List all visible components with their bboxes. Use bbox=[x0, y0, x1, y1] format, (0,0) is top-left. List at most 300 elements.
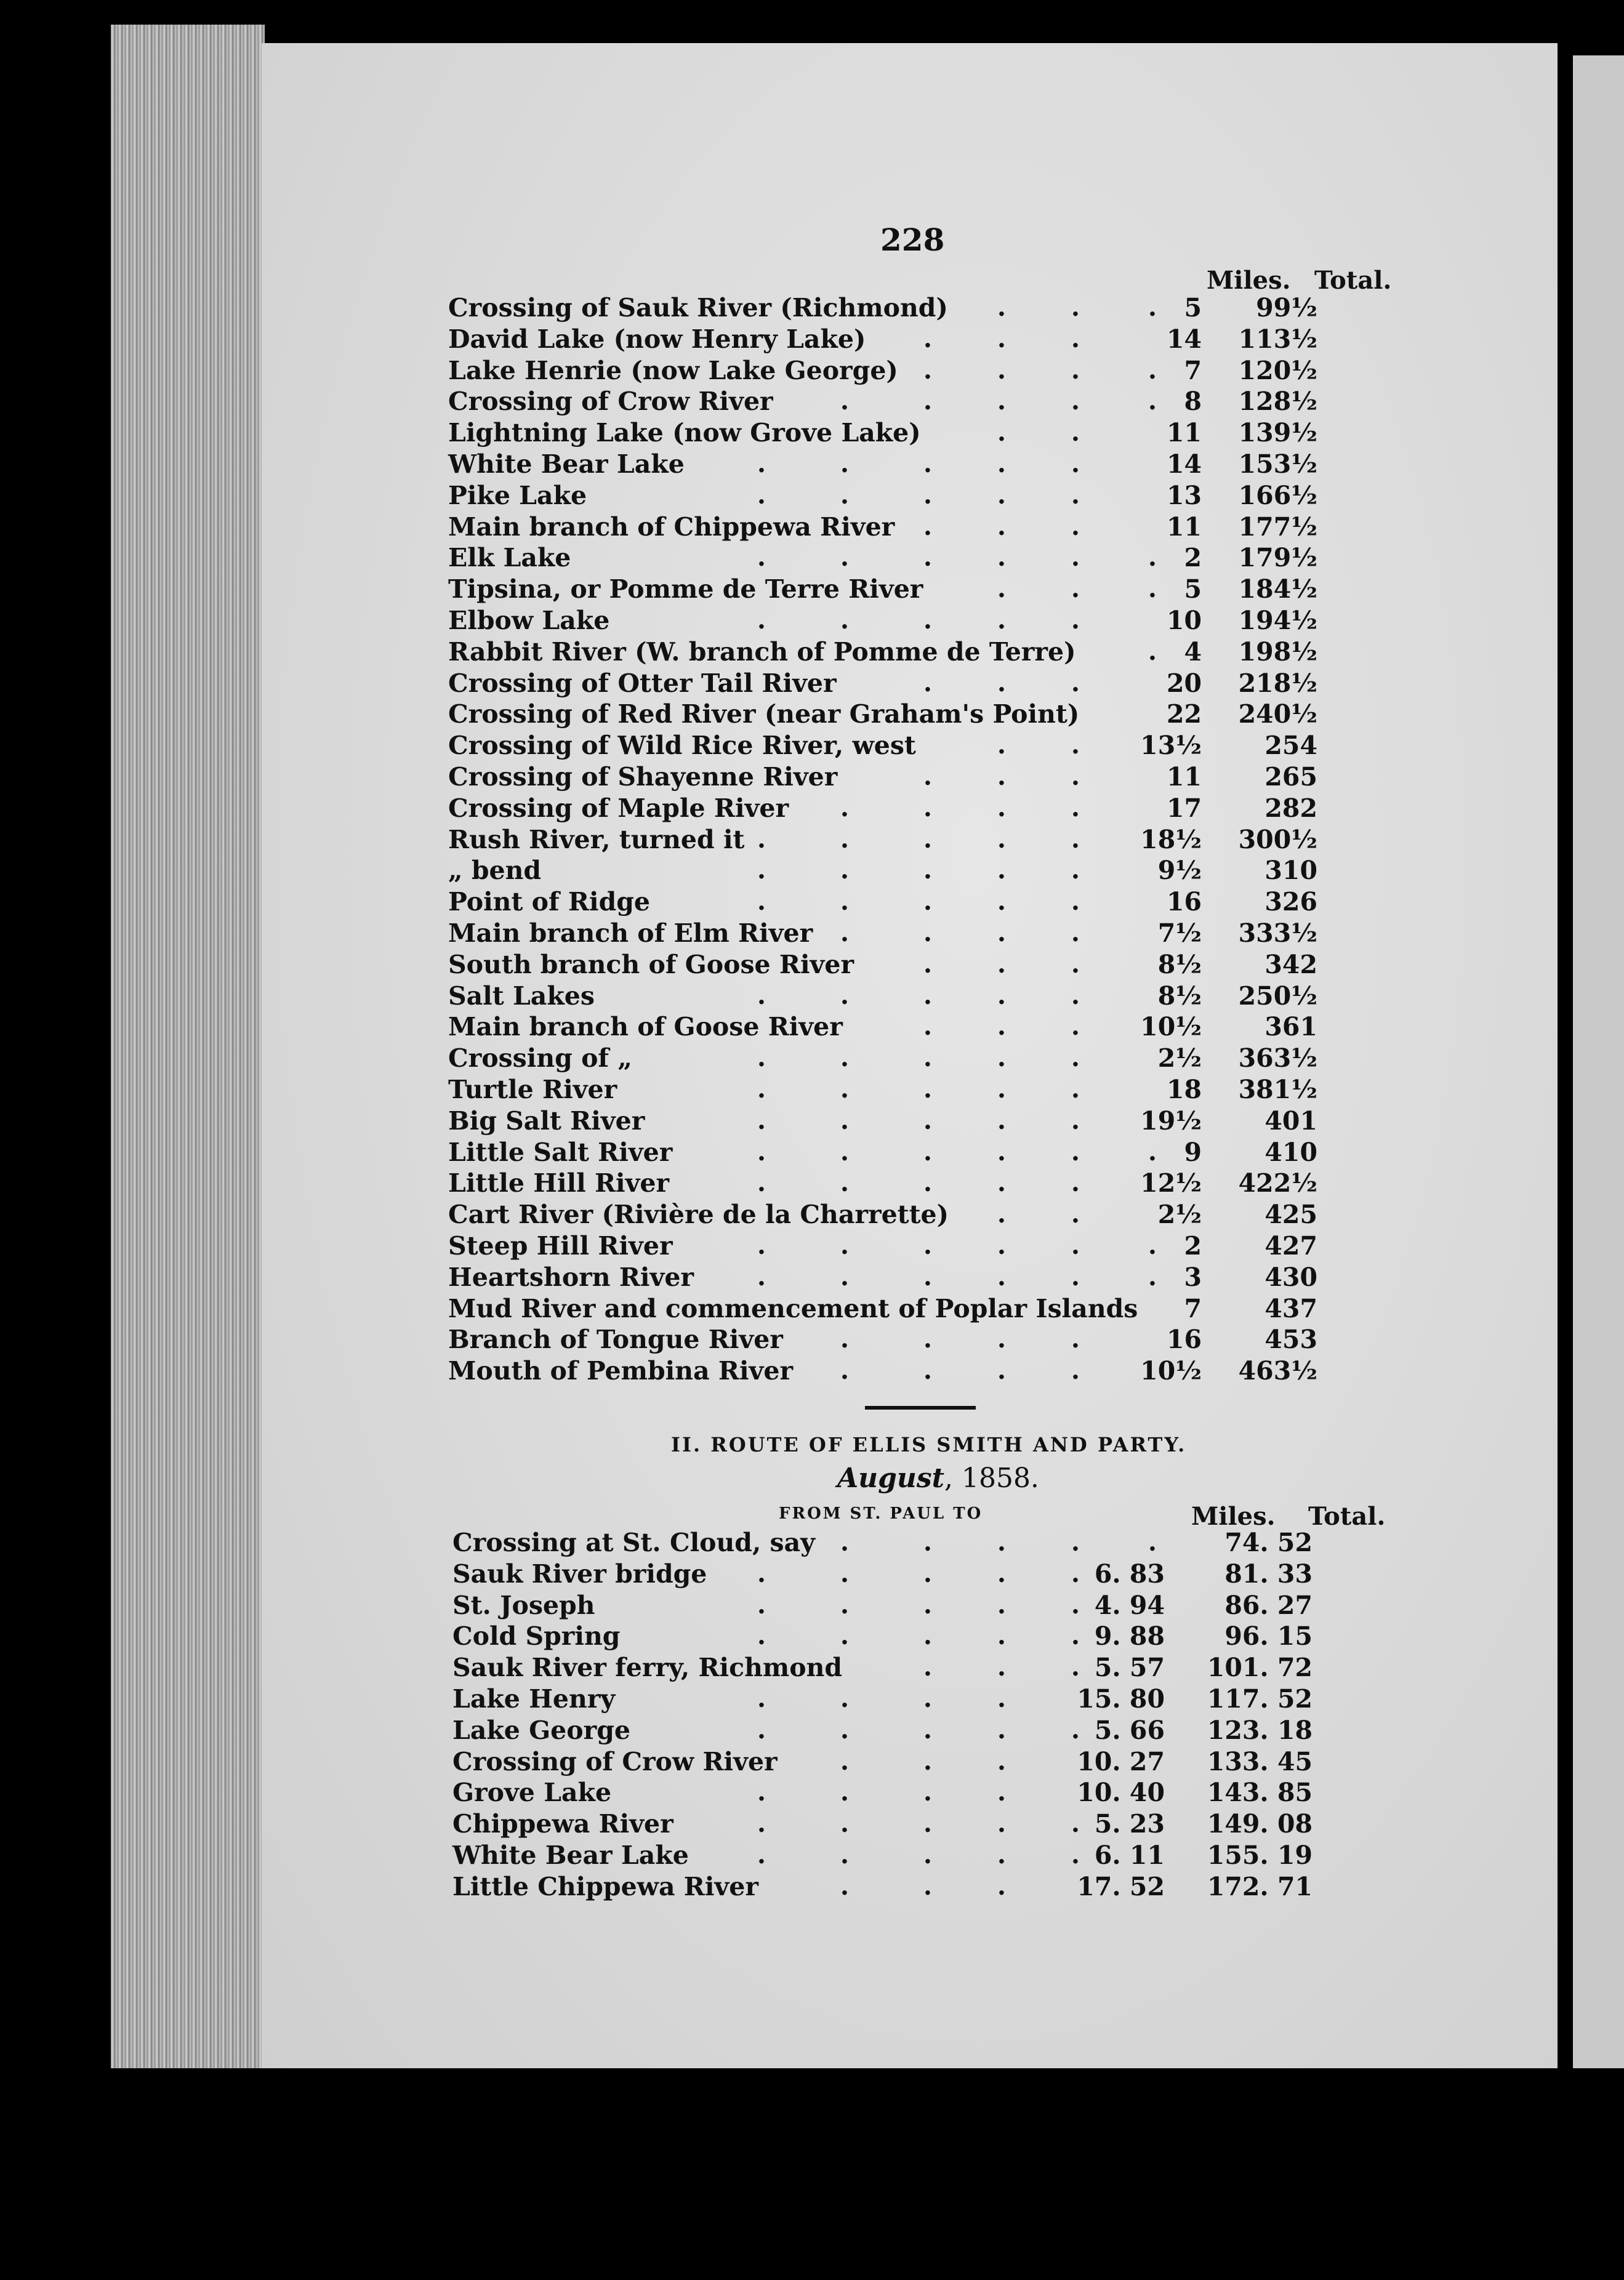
table1-row bbox=[0, 637, 1558, 669]
leader-dot: . bbox=[840, 1715, 849, 1744]
table1-place: Crossing of Red River (near Graham's Point) bbox=[448, 699, 1080, 729]
table1-miles: 4 bbox=[1184, 636, 1202, 667]
table2-place: Crossing of Crow River bbox=[452, 1746, 778, 1776]
table1-total: 463½ bbox=[1238, 1356, 1317, 1386]
table1-total: 254 bbox=[1264, 731, 1317, 761]
table1-miles: 11 bbox=[1166, 512, 1202, 542]
table1-miles: 11 bbox=[1166, 762, 1202, 792]
table1-total: 437 bbox=[1264, 1293, 1317, 1323]
table1-row bbox=[0, 825, 1558, 857]
leader-dot: . bbox=[1071, 1653, 1080, 1682]
leader-dot: . bbox=[923, 1043, 932, 1073]
leader-dot: . bbox=[997, 887, 1006, 917]
leader-dot: . bbox=[757, 1231, 766, 1260]
leader-dot: . bbox=[923, 543, 932, 572]
leader-dot: . bbox=[1071, 1231, 1080, 1260]
table2-total: 101. 72 bbox=[1207, 1653, 1312, 1683]
table1-place: Rabbit River (W. branch of Pomme de Terre) bbox=[448, 636, 1076, 667]
table1-place: Lake Henrie (now Lake George) bbox=[448, 355, 898, 385]
table1-total: 179½ bbox=[1238, 543, 1317, 573]
table1-miles: 5 bbox=[1184, 293, 1202, 323]
table2-row bbox=[0, 1591, 1558, 1623]
leader-dot: . bbox=[997, 1200, 1006, 1229]
leader-dot: . bbox=[757, 1778, 766, 1807]
leader-dot: . bbox=[923, 1778, 932, 1807]
leader-dot: . bbox=[997, 293, 1006, 322]
table1-miles: 22 bbox=[1166, 699, 1202, 729]
table1-total: 422½ bbox=[1238, 1168, 1317, 1198]
table2-miles: 5. 23 bbox=[1094, 1809, 1165, 1839]
table1-miles: 19½ bbox=[1140, 1106, 1202, 1136]
table1-place: Steep Hill River bbox=[448, 1231, 673, 1261]
table2-total-header: Total. bbox=[1308, 1502, 1386, 1531]
leader-dot: . bbox=[997, 543, 1006, 572]
table1-total: 120½ bbox=[1238, 355, 1317, 385]
leader-dot: . bbox=[1071, 1715, 1080, 1744]
leader-dot: . bbox=[923, 1106, 932, 1135]
leader-dot: . bbox=[840, 887, 849, 917]
table1-place: Elk Lake bbox=[448, 543, 571, 573]
leader-dot: . bbox=[923, 387, 932, 416]
table1-place: „ bend bbox=[448, 856, 542, 886]
table2-row bbox=[0, 1747, 1558, 1779]
table1-total: 282 bbox=[1264, 793, 1317, 823]
table2-row bbox=[0, 1528, 1558, 1560]
leader-dot: . bbox=[997, 1715, 1006, 1744]
table1-total: 427 bbox=[1264, 1231, 1317, 1261]
table1-row bbox=[0, 324, 1558, 356]
leader-dot: . bbox=[1071, 731, 1080, 760]
table1-row bbox=[0, 293, 1558, 325]
leader-dot: . bbox=[923, 1840, 932, 1869]
section2-year: , 1858. bbox=[944, 1463, 1039, 1494]
table1-miles: 16 bbox=[1166, 887, 1202, 917]
leader-dot: . bbox=[997, 981, 1006, 1010]
leader-dot: . bbox=[923, 606, 932, 635]
table1-miles: 10½ bbox=[1140, 1012, 1202, 1042]
leader-dot: . bbox=[840, 1075, 849, 1104]
table1-place: Crossing of Otter Tail River bbox=[448, 668, 837, 698]
table2-miles: 5. 66 bbox=[1094, 1715, 1165, 1745]
leader-dot: . bbox=[1071, 1012, 1080, 1042]
table2-total: 143. 85 bbox=[1207, 1778, 1312, 1808]
table2-place: Cold Spring bbox=[452, 1621, 621, 1652]
table1-row bbox=[0, 574, 1558, 606]
leader-dot: . bbox=[1148, 1137, 1157, 1166]
table2-row bbox=[0, 1809, 1558, 1841]
table1-row bbox=[0, 543, 1558, 575]
leader-dot: . bbox=[1148, 636, 1157, 666]
leader-dot: . bbox=[997, 1356, 1006, 1386]
table1-row bbox=[0, 887, 1558, 919]
table1-row bbox=[0, 418, 1558, 450]
leader-dot: . bbox=[840, 449, 849, 478]
table2-place: Lake Henry bbox=[452, 1684, 616, 1714]
leader-dot: . bbox=[997, 668, 1006, 697]
table2-miles-header: Miles. bbox=[1191, 1502, 1276, 1531]
table1-place: David Lake (now Henry Lake) bbox=[448, 324, 866, 354]
table1-row bbox=[0, 950, 1558, 982]
table1-place: Rush River, turned it bbox=[448, 824, 745, 854]
table1-total: 361 bbox=[1264, 1012, 1317, 1042]
table2-place: Little Chippewa River bbox=[452, 1871, 758, 1901]
leader-dot: . bbox=[1071, 480, 1080, 510]
table1-total: 153½ bbox=[1238, 449, 1317, 479]
section-divider bbox=[865, 1406, 976, 1410]
table2-place: Grove Lake bbox=[452, 1778, 612, 1808]
leader-dot: . bbox=[1071, 1559, 1080, 1588]
table2-total: 96. 15 bbox=[1224, 1621, 1312, 1652]
table1-place: Branch of Tongue River bbox=[448, 1325, 783, 1355]
table1-miles: 5 bbox=[1184, 574, 1202, 604]
leader-dot: . bbox=[757, 1715, 766, 1744]
leader-dot: . bbox=[923, 918, 932, 947]
leader-dot: . bbox=[1148, 1231, 1157, 1260]
leader-dot: . bbox=[997, 762, 1006, 791]
table1-miles: 18½ bbox=[1140, 824, 1202, 854]
leader-dot: . bbox=[997, 1231, 1006, 1260]
table1-row bbox=[0, 918, 1558, 950]
table1-total: 128½ bbox=[1238, 387, 1317, 417]
table1-total: 250½ bbox=[1238, 981, 1317, 1011]
leader-dot: . bbox=[757, 981, 766, 1010]
table1-total: 326 bbox=[1264, 887, 1317, 917]
leader-dot: . bbox=[923, 1168, 932, 1198]
leader-dot: . bbox=[1071, 918, 1080, 947]
leader-dot: . bbox=[923, 324, 932, 353]
leader-dot: . bbox=[840, 1325, 849, 1354]
leader-dot: . bbox=[757, 543, 766, 572]
table1-row bbox=[0, 1168, 1558, 1200]
leader-dot: . bbox=[997, 387, 1006, 416]
table1-total: 300½ bbox=[1238, 824, 1317, 854]
leader-dot: . bbox=[997, 1168, 1006, 1198]
leader-dot: . bbox=[840, 1231, 849, 1260]
table2-place: Sauk River bridge bbox=[452, 1559, 707, 1589]
leader-dot: . bbox=[1148, 355, 1157, 385]
leader-dot: . bbox=[757, 1137, 766, 1166]
leader-dot: . bbox=[923, 1325, 932, 1354]
table1-row bbox=[0, 793, 1558, 825]
leader-dot: . bbox=[997, 1262, 1006, 1291]
leader-dot: . bbox=[1071, 1590, 1080, 1620]
leader-dot: . bbox=[997, 449, 1006, 478]
table1-place: Big Salt River bbox=[448, 1106, 645, 1136]
leader-dot: . bbox=[997, 856, 1006, 885]
leader-dot: . bbox=[840, 1262, 849, 1291]
table1-miles: 13½ bbox=[1140, 731, 1202, 761]
table1-total: 139½ bbox=[1238, 418, 1317, 448]
leader-dot: . bbox=[997, 1106, 1006, 1135]
table1-place: Crossing of Wild Rice River, west bbox=[448, 731, 916, 761]
leader-dot: . bbox=[923, 668, 932, 697]
table1-total: 184½ bbox=[1238, 574, 1317, 604]
facing-page-edge bbox=[1573, 55, 1624, 2074]
leader-dot: . bbox=[923, 1012, 932, 1042]
leader-dot: . bbox=[1071, 1137, 1080, 1166]
leader-dot: . bbox=[1071, 1043, 1080, 1073]
leader-dot: . bbox=[840, 1168, 849, 1198]
leader-dot: . bbox=[757, 1262, 766, 1291]
table2-miles: 6. 11 bbox=[1094, 1840, 1165, 1870]
table1-row bbox=[0, 449, 1558, 481]
leader-dot: . bbox=[923, 1715, 932, 1744]
leader-dot: . bbox=[997, 1012, 1006, 1042]
leader-dot: . bbox=[840, 1778, 849, 1807]
leader-dot: . bbox=[840, 793, 849, 822]
table1-row bbox=[0, 512, 1558, 544]
table1-miles: 20 bbox=[1166, 668, 1202, 698]
leader-dot: . bbox=[840, 1106, 849, 1135]
table1-place: Mud River and commencement of Poplar Islands bbox=[448, 1293, 1138, 1323]
leader-dot: . bbox=[923, 1559, 932, 1588]
leader-dot: . bbox=[923, 449, 932, 478]
table1-total: 218½ bbox=[1238, 668, 1317, 698]
leader-dot: . bbox=[1071, 1325, 1080, 1354]
leader-dot: . bbox=[997, 1528, 1006, 1557]
leader-dot: . bbox=[997, 949, 1006, 979]
leader-dot: . bbox=[1071, 1200, 1080, 1229]
leader-dot: . bbox=[1148, 1262, 1157, 1291]
leader-dot: . bbox=[757, 449, 766, 478]
leader-dot: . bbox=[997, 1653, 1006, 1682]
table1-place: Crossing of Maple River bbox=[448, 793, 789, 823]
leader-dot: . bbox=[923, 1746, 932, 1776]
leader-dot: . bbox=[923, 1231, 932, 1260]
leader-dot: . bbox=[1071, 887, 1080, 917]
leader-dot: . bbox=[997, 480, 1006, 510]
leader-dot: . bbox=[757, 1075, 766, 1104]
table1-row bbox=[0, 1200, 1558, 1232]
leader-dot: . bbox=[1071, 387, 1080, 416]
section2-date bbox=[837, 1463, 1039, 1494]
leader-dot: . bbox=[1071, 1075, 1080, 1104]
leader-dot: . bbox=[923, 1356, 932, 1386]
table1-row bbox=[0, 731, 1558, 763]
leader-dot: . bbox=[757, 1809, 766, 1839]
leader-dot: . bbox=[997, 1778, 1006, 1807]
leader-dot: . bbox=[997, 606, 1006, 635]
table1-row bbox=[0, 1138, 1558, 1170]
table1-miles: 14 bbox=[1166, 449, 1202, 479]
leader-dot: . bbox=[997, 1590, 1006, 1620]
leader-dot: . bbox=[997, 1137, 1006, 1166]
table1-row bbox=[0, 856, 1558, 888]
table1-place: Mouth of Pembina River bbox=[448, 1356, 794, 1386]
table2-row bbox=[0, 1559, 1558, 1591]
table1-place: Crossing of Crow River bbox=[448, 387, 773, 417]
leader-dot: . bbox=[1148, 1528, 1157, 1557]
table1-row bbox=[0, 668, 1558, 700]
table1-total: 166½ bbox=[1238, 480, 1317, 510]
table1-row bbox=[0, 1106, 1558, 1138]
table1-miles: 10 bbox=[1166, 606, 1202, 635]
table2-total: 74. 52 bbox=[1224, 1528, 1312, 1557]
leader-dot: . bbox=[923, 1075, 932, 1104]
leader-dot: . bbox=[757, 1106, 766, 1135]
table1-total: 430 bbox=[1264, 1262, 1317, 1292]
table1-total: 410 bbox=[1264, 1137, 1317, 1167]
table1-place: South branch of Goose River bbox=[448, 949, 854, 979]
table1-row bbox=[0, 1325, 1558, 1357]
leader-dot: . bbox=[1071, 355, 1080, 385]
leader-dot: . bbox=[997, 1075, 1006, 1104]
table1-row bbox=[0, 981, 1558, 1013]
leader-dot: . bbox=[840, 480, 849, 510]
table1-miles: 2 bbox=[1184, 543, 1202, 573]
leader-dot: . bbox=[1148, 387, 1157, 416]
leader-dot: . bbox=[1071, 418, 1080, 448]
leader-dot: . bbox=[840, 856, 849, 885]
leader-dot: . bbox=[840, 606, 849, 635]
leader-dot: . bbox=[1071, 1262, 1080, 1291]
leader-dot: . bbox=[1071, 824, 1080, 854]
table1-row bbox=[0, 1012, 1558, 1044]
leader-dot: . bbox=[997, 574, 1006, 604]
leader-dot: . bbox=[840, 918, 849, 947]
table1-row bbox=[0, 1075, 1558, 1107]
leader-dot: . bbox=[923, 480, 932, 510]
leader-dot: . bbox=[757, 856, 766, 885]
leader-dot: . bbox=[840, 824, 849, 854]
table1-place: Main branch of Chippewa River bbox=[448, 512, 895, 542]
leader-dot: . bbox=[840, 1559, 849, 1588]
leader-dot: . bbox=[1071, 543, 1080, 572]
table1-total: 401 bbox=[1264, 1106, 1317, 1136]
leader-dot: . bbox=[1071, 949, 1080, 979]
leader-dot: . bbox=[997, 1840, 1006, 1869]
table1-total: 333½ bbox=[1238, 918, 1317, 948]
table2-row bbox=[0, 1778, 1558, 1810]
leader-dot: . bbox=[757, 824, 766, 854]
leader-dot: . bbox=[997, 1043, 1006, 1073]
table2-place: Chippewa River bbox=[452, 1809, 673, 1839]
leader-dot: . bbox=[840, 1840, 849, 1869]
table1-row bbox=[0, 1356, 1558, 1388]
leader-dot: . bbox=[757, 1684, 766, 1713]
table1-total: 99½ bbox=[1256, 293, 1317, 323]
table1-miles: 13 bbox=[1166, 480, 1202, 510]
table1-row bbox=[0, 699, 1558, 731]
leader-dot: . bbox=[840, 1356, 849, 1386]
leader-dot: . bbox=[840, 1590, 849, 1620]
table1-miles: 2½ bbox=[1157, 1043, 1202, 1074]
table1-miles: 12½ bbox=[1140, 1168, 1202, 1198]
table1-total: 342 bbox=[1264, 949, 1317, 979]
table1-place: Little Salt River bbox=[448, 1137, 673, 1167]
leader-dot: . bbox=[1148, 543, 1157, 572]
leader-dot: . bbox=[1071, 1106, 1080, 1135]
table1-row bbox=[0, 606, 1558, 638]
table2-total: 86. 27 bbox=[1224, 1590, 1312, 1620]
table1-place: Heartshorn River bbox=[448, 1262, 694, 1292]
leader-dot: . bbox=[840, 1528, 849, 1557]
table1-miles: 3 bbox=[1184, 1262, 1202, 1292]
table1-place: Main branch of Elm River bbox=[448, 918, 813, 948]
table2-row bbox=[0, 1872, 1558, 1904]
table1-place: Crossing of Sauk River (Richmond) bbox=[448, 293, 948, 323]
table1-place: Turtle River bbox=[448, 1075, 617, 1104]
table2-total: 172. 71 bbox=[1207, 1871, 1312, 1901]
leader-dot: . bbox=[923, 1621, 932, 1651]
table1-miles: 7½ bbox=[1157, 918, 1202, 948]
leader-dot: . bbox=[923, 355, 932, 385]
leader-dot: . bbox=[997, 824, 1006, 854]
table2-row bbox=[0, 1684, 1558, 1716]
table1-place: Pike Lake bbox=[448, 480, 587, 510]
leader-dot: . bbox=[997, 1684, 1006, 1713]
table1-place: Crossing of „ bbox=[448, 1043, 632, 1074]
table1-miles: 18 bbox=[1166, 1075, 1202, 1104]
table1-miles: 7 bbox=[1184, 1293, 1202, 1323]
table1-row bbox=[0, 387, 1558, 419]
leader-dot: . bbox=[923, 1262, 932, 1291]
table1-miles: 9 bbox=[1184, 1137, 1202, 1167]
table2-miles: 4. 94 bbox=[1094, 1590, 1165, 1620]
leader-dot: . bbox=[997, 1871, 1006, 1901]
section2-from-label: FROM ST. PAUL TO bbox=[779, 1504, 983, 1523]
leader-dot: . bbox=[923, 1137, 932, 1166]
table1-miles: 2 bbox=[1184, 1231, 1202, 1261]
leader-dot: . bbox=[757, 887, 766, 917]
table1-total-header: Total. bbox=[1314, 266, 1392, 295]
leader-dot: . bbox=[923, 981, 932, 1010]
table1-miles: 11 bbox=[1166, 418, 1202, 448]
leader-dot: . bbox=[997, 418, 1006, 448]
leader-dot: . bbox=[1071, 1809, 1080, 1839]
leader-dot: . bbox=[997, 1746, 1006, 1776]
table1-row bbox=[0, 762, 1558, 794]
table2-total: 133. 45 bbox=[1207, 1746, 1312, 1776]
leader-dot: . bbox=[757, 606, 766, 635]
table1-total: 177½ bbox=[1238, 512, 1317, 542]
table1-total: 240½ bbox=[1238, 699, 1317, 729]
leader-dot: . bbox=[1071, 449, 1080, 478]
table1-place: Crossing of Shayenne River bbox=[448, 762, 838, 792]
table1-miles: 7 bbox=[1184, 355, 1202, 385]
leader-dot: . bbox=[840, 1871, 849, 1901]
table2-miles: 17. 52 bbox=[1077, 1871, 1165, 1901]
table2-miles: 5. 57 bbox=[1094, 1653, 1165, 1683]
table2-miles: 10. 27 bbox=[1077, 1746, 1165, 1776]
table1-miles-header: Miles. bbox=[1207, 266, 1291, 295]
table2-row bbox=[0, 1840, 1558, 1873]
leader-dot: . bbox=[840, 1746, 849, 1776]
table2-row bbox=[0, 1653, 1558, 1685]
table1-miles: 8½ bbox=[1157, 949, 1202, 979]
leader-dot: . bbox=[997, 793, 1006, 822]
table1-place: Tipsina, or Pomme de Terre River bbox=[448, 574, 923, 604]
leader-dot: . bbox=[1071, 1621, 1080, 1651]
table1-total: 113½ bbox=[1238, 324, 1317, 354]
leader-dot: . bbox=[840, 1809, 849, 1839]
leader-dot: . bbox=[757, 1840, 766, 1869]
leader-dot: . bbox=[923, 824, 932, 854]
table1-total: 363½ bbox=[1238, 1043, 1317, 1074]
table2-place: St. Joseph bbox=[452, 1590, 595, 1620]
leader-dot: . bbox=[923, 793, 932, 822]
leader-dot: . bbox=[1071, 981, 1080, 1010]
table2-place: Lake George bbox=[452, 1715, 630, 1745]
table1-miles: 2½ bbox=[1157, 1200, 1202, 1230]
table1-place: Elbow Lake bbox=[448, 606, 610, 635]
leader-dot: . bbox=[757, 1168, 766, 1198]
table2-total: 155. 19 bbox=[1207, 1840, 1312, 1870]
leader-dot: . bbox=[757, 1621, 766, 1651]
leader-dot: . bbox=[1071, 1168, 1080, 1198]
table1-miles: 10½ bbox=[1140, 1356, 1202, 1386]
leader-dot: . bbox=[1071, 668, 1080, 697]
